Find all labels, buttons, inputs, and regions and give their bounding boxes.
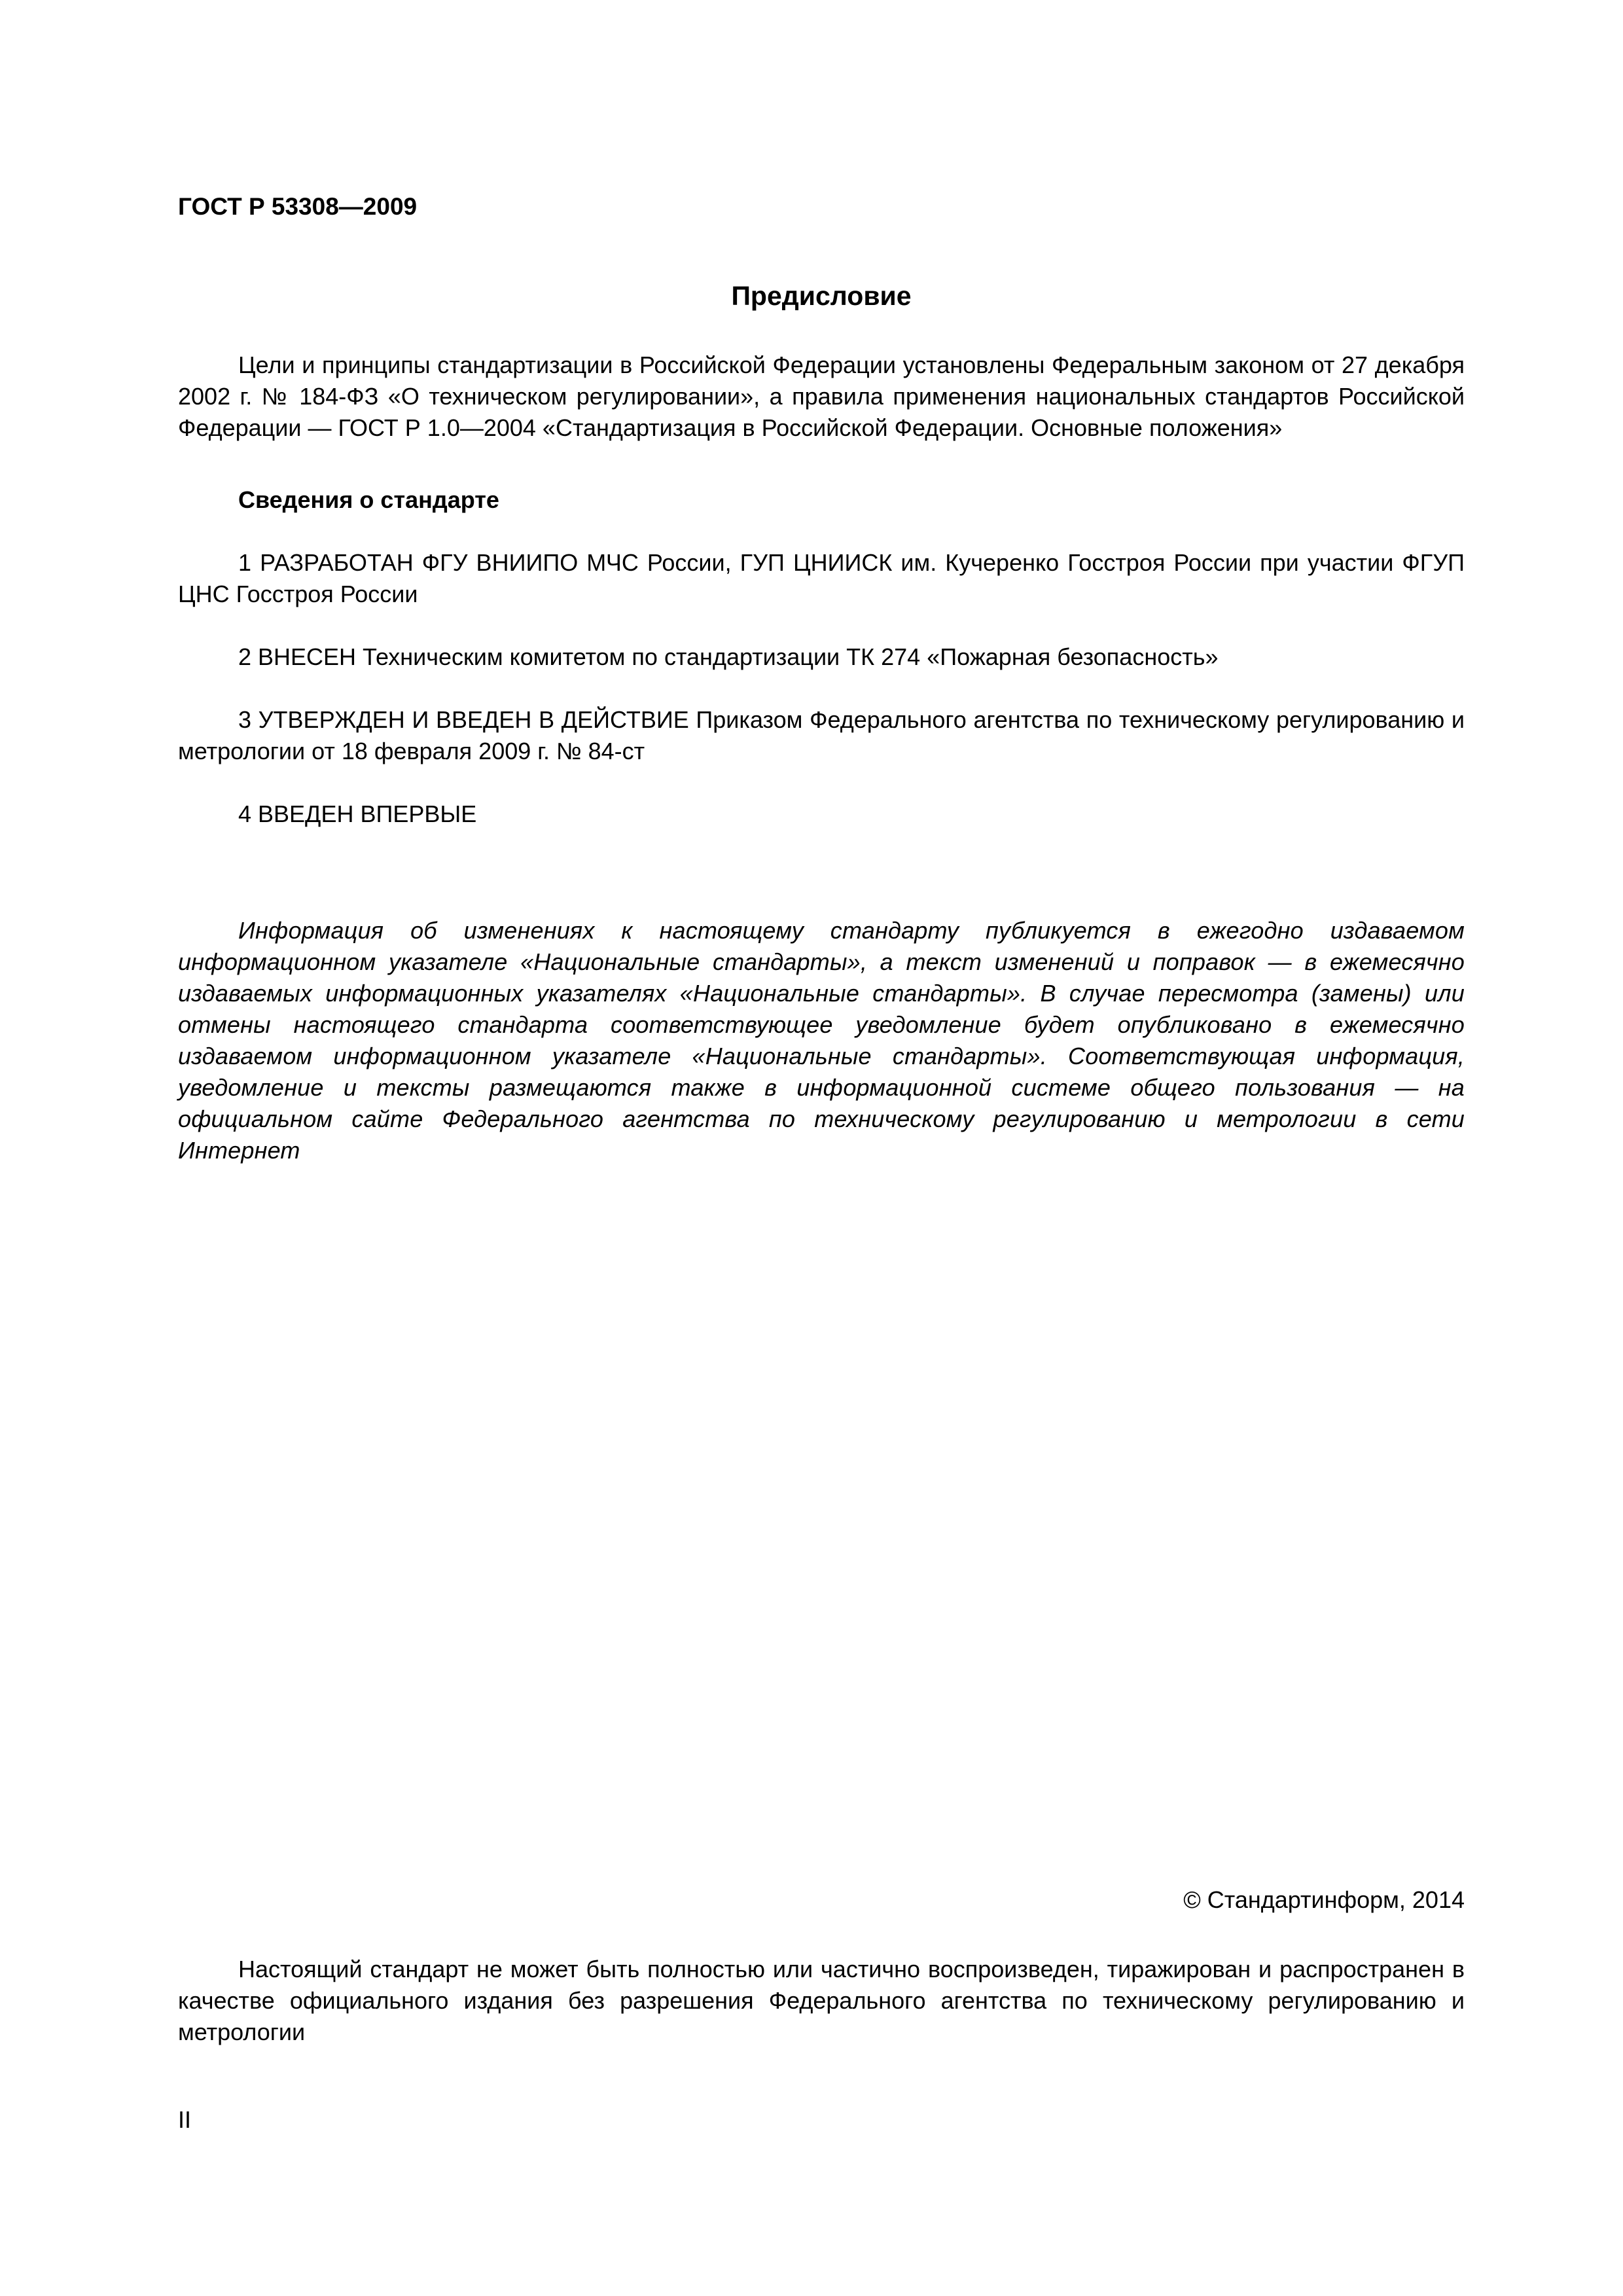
standard-item-submitted: 2 ВНЕСЕН Техническим комитетом по стандартизации ТК 274 «Пожарная безопасность»	[238, 643, 1219, 670]
standard-info-heading: Сведения о стандарте	[238, 486, 499, 513]
page-content	[178, 0, 1465, 1166]
document-code: ГОСТ Р 53308—2009	[178, 193, 418, 220]
standard-item-approved: 3 УТВЕРЖДЕН И ВВЕДЕН В ДЕЙСТВИЕ Приказом Федерального агентства по техническому регулированию и метрологии от 18 февраля 2009 г. № 84-ст	[178, 706, 1465, 764]
reproduction-restriction-paragraph: Настоящий стандарт не может быть полностью или частично воспроизведен, тиражирован и распространен в качестве официального издания без разрешения Федерального агентства по техническому регулированию и метрологии	[178, 1956, 1465, 2045]
intro-paragraph: Цели и принципы стандартизации в Российской Федерации установлены Федеральным законом от 27 декабря 2002 г. № 184-ФЗ «О техническом регулировании», а правила применения национальных стандартов Российской Федерации — ГОСТ Р 1.0—2004 «Стандартизация в Российской Федерации. Основные положения»	[178, 351, 1465, 441]
page-title: Предисловие	[731, 281, 912, 311]
amendments-notice-paragraph: Информация об изменениях к настоящему стандарту публикуется в ежегодно издаваемом информационном указателе «Национальные стандарты», а текст изменений и поправок — в ежемесячно издаваемых информационных указателях «Национальные стандарты». В случае пересмотра (замены) или отмены настоящего стандарта соответствующее уведомление будет опубликовано в ежемесячно издаваемом информационном указателе «Национальные стандарты». Соответствующая информация, уведомление и тексты размещаются также в информационной системе общего пользования — на официальном сайте Федерального агентства по техническому регулированию и метрологии в сети Интернет	[178, 917, 1465, 1164]
standard-item-developed: 1 РАЗРАБОТАН ФГУ ВНИИПО МЧС России, ГУП ЦНИИСК им. Кучеренко Госстроя России при участии ФГУП ЦНС Госстроя России	[178, 549, 1465, 607]
standard-item-first-introduced: 4 ВВЕДЕН ВПЕРВЫЕ	[238, 800, 477, 827]
page-number: II	[178, 2106, 192, 2133]
copyright-line: © Стандартинформ, 2014	[1183, 1886, 1465, 1913]
